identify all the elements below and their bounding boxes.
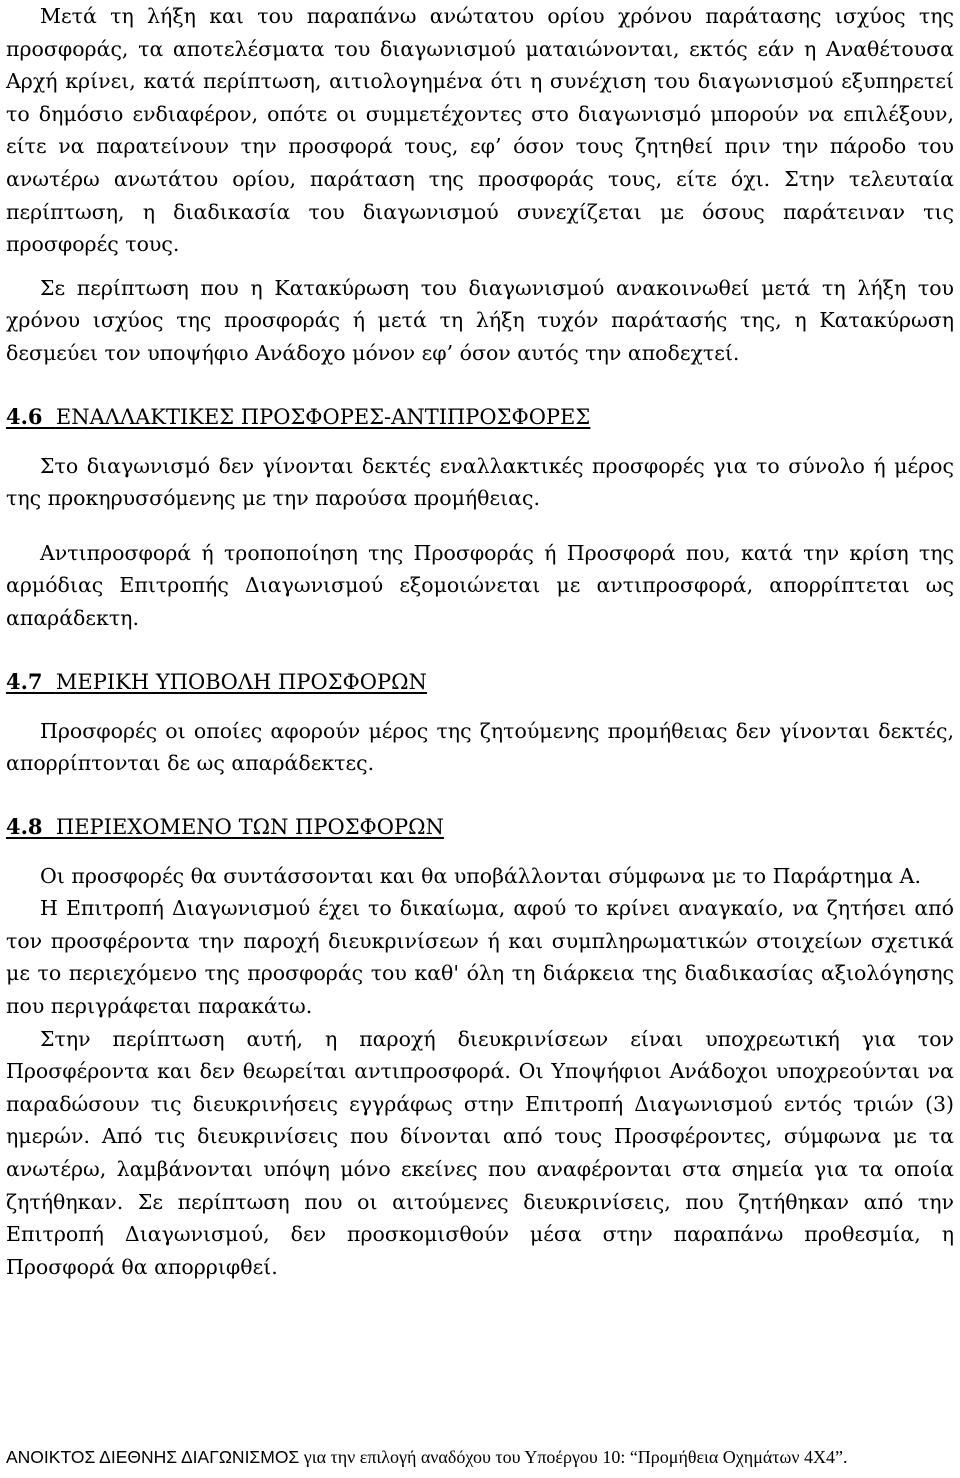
- paragraph-alternative-offers: Στο διαγωνισμό δεν γίνονται δεκτές εναλλακτικές προσφορές για το σύνολο ή μέρος της προκηρυσσόμενης με την παρούσα προμήθειας.: [6, 453, 954, 511]
- page-footer: [6, 1446, 954, 1468]
- paragraph-award-after-expiry: Σε περίπτωση που η Κατακύρωση του διαγωνισμού ανακοινωθεί μετά τη λήξη του χρόνου ισχύος της προσφοράς ή μετά τη λήξη τυχόν παράτασής της, η Κατακύρωση δεσμεύει τον υποψήφιο Ανάδοχο μόνον εφ’ όσον αυτός την αποδεχτεί.: [6, 275, 954, 365]
- section-number: 4.8: [6, 813, 43, 839]
- paragraph-offer-validity-expiry: Μετά τη λήξη και του παραπάνω ανώτατου ορίου χρόνου παράτασης ισχύος της προσφοράς, τα αποτελέσματα του διαγωνισμού ματαιώνονται, εκτός εάν η Αναθέτουσα Αρχή κρίνει, κατά περίπτωση, αιτιολογημένα ότι η συνέχιση του διαγωνισμού εξυπηρετεί το δημόσιο ενδιαφέρον, οπότε οι συμμετέχοντες στο διαγωνισμό μπορούν να επιλέξουν, είτε να παρατείνουν την προσφορά τους, εφ’ όσον τους ζητηθεί πριν την πάροδο του ανωτέρω ανωτάτου ορίου, παράταση της προσφοράς τους, είτε όχι. Στην τελευταία περίπτωση, η διαδικασία του διαγωνισμού συνεχίζεται με όσους παράτειναν τις προσφορές τους.: [6, 4, 954, 257]
- section-heading-4-7: [6, 667, 954, 697]
- footer-tender-description: για την επιλογή αναδόχου του Υποέργου 10: “Προμήθεια Οχημάτων 4Χ4”.: [299, 1447, 848, 1467]
- footer-tender-type: ΑΝΟΙΚΤΟΣ ΔΙΕΘΝΗΣ ΔΙΑΓΩΝΙΣΜΟΣ: [6, 1447, 300, 1467]
- section-number: 4.7: [6, 668, 43, 694]
- paragraph-partial-offers: Προσφορές οι οποίες αφορούν μέρος της ζητούμενης προμήθειας δεν γίνονται δεκτές, απορρίπτονται δε ως απαράδεκτες.: [6, 718, 954, 776]
- paragraph-clarifications-mandatory: Στην περίπτωση αυτή, η παροχή διευκρινίσεων είναι υποχρεωτική για τον Προσφέροντα και δεν θεωρείται αντιπροσφορά. Οι Υποψήφιοι Ανάδοχοι υποχρεούνται να παραδώσουν τις διευκρινήσεις εγγράφως στην Επιτροπή Διαγωνισμού εντός τριών (3) ημερών. Από τις διευκρινίσεις που δίνονται από τους Προσφέροντες, σύμφωνα με τα ανωτέρω, λαμβάνονται υπόψη μόνο εκείνες που αναφέρονται στα σημεία για τα οποία ζητήθηκαν. Σε περίπτωση που οι αιτούμενες διευκρινίσεις, που ζητήθηκαν από την Επιτροπή Διαγωνισμού, δεν προσκομισθούν μέσα στην παραπάνω προθεσμία, η Προσφορά θα απορριφθεί.: [6, 1026, 954, 1279]
- section-heading-4-8: [6, 812, 954, 842]
- section-heading-4-6: [6, 402, 954, 432]
- paragraph-counter-offer: Αντιπροσφορά ή τροποποίηση της Προσφοράς ή Προσφορά που, κατά την κρίση της αρμόδιας Επιτροπής Διαγωνισμού εξομοιώνεται με αντιπροσφορά, απορρίπτεται ως απαράδεκτη.: [6, 540, 954, 630]
- paragraph-offer-content: Οι προσφορές θα συντάσσονται και θα υποβάλλονται σύμφωνα με το Παράρτημα Α.: [40, 863, 921, 888]
- section-title: ΠΕΡΙΕΧΟΜΕΝΟ ΤΩΝ ΠΡΟΣΦΟΡΩΝ: [55, 814, 444, 839]
- section-title: ΜΕΡΙΚΗ ΥΠΟΒΟΛΗ ΠΡΟΣΦΟΡΩΝ: [55, 669, 427, 694]
- paragraph-committee-clarifications: Η Επιτροπή Διαγωνισμού έχει το δικαίωμα, αφού το κρίνει αναγκαίο, να ζητήσει από τον προσφέροντα την παροχή διευκρινίσεων ή και συμπληρωματικών στοιχείων σχετικά με το περιεχόμενο της προσφοράς του καθ' όλη τη διάρκεια της διαδικασίας αξιολόγησης που περιγράφεται παρακάτω.: [6, 896, 954, 1019]
- section-title: ΕΝΑΛΛΑΚΤΙΚΕΣ ΠΡΟΣΦΟΡΕΣ-ΑΝΤΙΠΡΟΣΦΟΡΕΣ: [55, 404, 591, 429]
- section-number: 4.6: [6, 403, 43, 429]
